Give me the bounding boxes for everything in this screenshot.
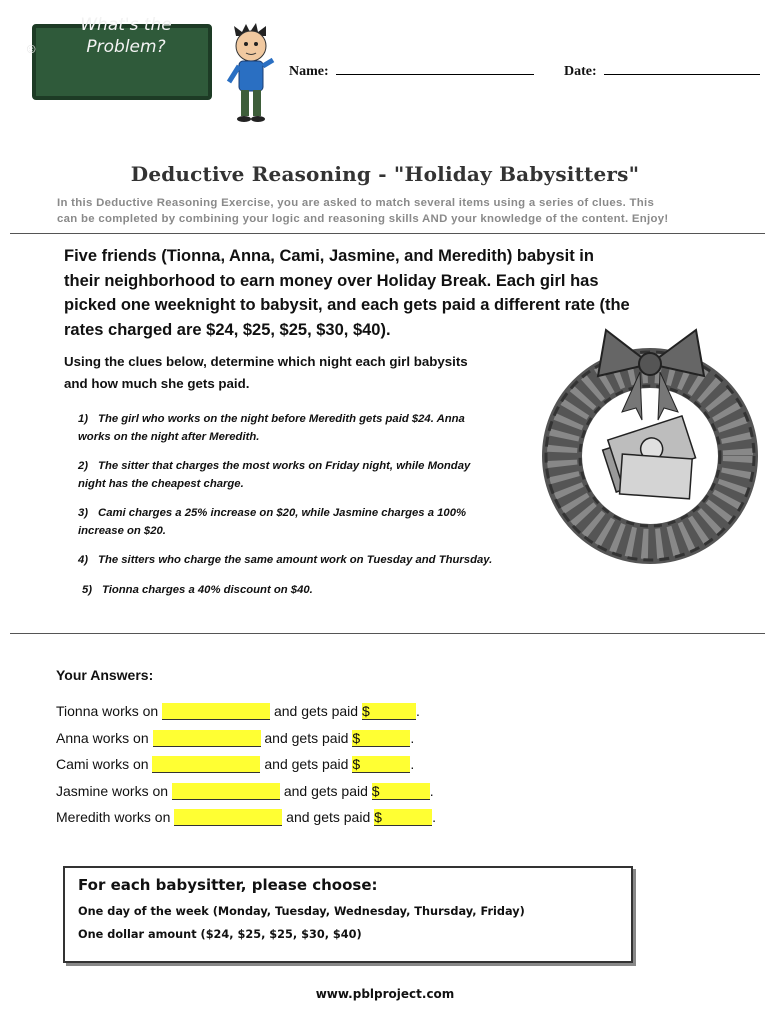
logo-text-line2: Problem? — [86, 37, 166, 57]
name-label: Name: — [289, 64, 329, 79]
dollar-sign: $ — [374, 809, 382, 825]
chalk-doodle-icon: ☺ — [24, 40, 39, 56]
paragraph-line: picked one weeknight to babysit, and each gets paid a different rate (the — [64, 296, 630, 314]
clue-text: The sitter that charges the most works on Friday night, while Monday — [98, 460, 471, 472]
intro-text — [57, 195, 717, 227]
clue-text: night has the cheapest charge. — [78, 478, 244, 490]
amount-answer-blank[interactable] — [362, 703, 416, 720]
answer-mid-text: and gets paid — [264, 756, 349, 772]
answer-mid-text: and gets paid — [283, 783, 368, 799]
holiday-wreath-illustration — [536, 316, 764, 588]
name-field[interactable] — [289, 62, 534, 80]
answer-period: . — [415, 703, 420, 719]
clue-text: increase on $20. — [78, 525, 166, 537]
dollar-sign: $ — [361, 703, 370, 719]
divider — [10, 233, 765, 234]
amount-answer-blank[interactable] — [372, 783, 430, 800]
answer-row — [56, 783, 434, 800]
intro-line: In this Deductive Reasoning Exercise, you are asked to match several items using a series of clues. This — [57, 197, 655, 209]
answer-name: Anna works on — [56, 730, 149, 746]
day-answer-blank[interactable] — [174, 809, 282, 826]
day-answer-blank[interactable] — [172, 783, 280, 800]
answers-heading: Your Answers: — [56, 667, 154, 683]
clue-number: 1) — [78, 413, 89, 425]
amount-answer-blank[interactable] — [374, 809, 432, 826]
dollar-sign: $ — [371, 783, 380, 799]
cartoon-student-illustration — [226, 22, 278, 126]
answer-row — [56, 730, 414, 747]
choose-amount-line: One dollar amount ($24, $25, $25, $30, $40) — [78, 928, 362, 941]
logo-text — [78, 14, 174, 58]
answer-row — [56, 809, 436, 826]
instructions-line: Using the clues below, determine which night each girl babysits — [64, 354, 468, 369]
answer-period: . — [432, 809, 437, 825]
clue-number: 4) — [78, 554, 89, 566]
answer-row — [56, 756, 414, 773]
instructions-line: and how much she gets paid. — [64, 376, 250, 391]
paragraph-line: Five friends (Tionna, Anna, Cami, Jasmine, and Meredith) babysit in — [64, 247, 594, 265]
day-answer-blank[interactable] — [152, 756, 260, 773]
clue-number: 2) — [78, 460, 89, 472]
answer-name: Tionna works on — [56, 703, 159, 719]
choose-day-line: One day of the week (Monday, Tuesday, Wednesday, Thursday, Friday) — [78, 905, 525, 918]
date-label: Date: — [564, 64, 597, 79]
answer-mid-text: and gets paid — [273, 703, 359, 719]
choose-title: For each babysitter, please choose: — [78, 876, 378, 894]
footer-website[interactable]: www.pblproject.com — [315, 987, 455, 1001]
date-line[interactable] — [604, 62, 760, 75]
logo-text-line1: What's the — [80, 15, 172, 35]
paragraph-line: rates charged are $24, $25, $25, $30, $40). — [64, 320, 391, 339]
clue-number: 3) — [78, 507, 89, 519]
worksheet-title: Deductive Reasoning - "Holiday Babysitters" — [130, 162, 640, 186]
divider — [10, 633, 765, 634]
answer-name: Jasmine works on — [56, 783, 169, 799]
clue-item — [78, 504, 466, 540]
clue-text: The sitters who charge the same amount work on Tuesday and Thursday. — [98, 554, 493, 566]
amount-answer-blank[interactable] — [352, 730, 410, 747]
intro-line: can be completed by combining your logic and reasoning skills AND your knowledge of the content. Enjoy! — [57, 213, 669, 225]
day-answer-blank[interactable] — [162, 703, 270, 720]
clue-text: The girl who works on the night before Meredith gets paid $24. Anna — [98, 413, 465, 425]
clue-item — [78, 410, 465, 446]
answer-period: . — [429, 783, 434, 799]
answer-period: . — [410, 730, 415, 746]
answer-row — [56, 703, 420, 720]
answer-period: . — [410, 756, 415, 772]
clue-item — [82, 581, 313, 599]
clue-item — [78, 551, 492, 569]
clue-item — [78, 457, 470, 493]
paragraph-line: their neighborhood to earn money over Holiday Break. Each girl has — [64, 271, 599, 290]
clue-text: Cami charges a 25% increase on $20, while Jasmine charges a 100% — [98, 507, 467, 519]
name-line[interactable] — [336, 62, 534, 75]
clue-text: Tionna charges a 40% discount on $40. — [102, 584, 313, 596]
clue-number: 5) — [82, 584, 93, 596]
clue-text: works on the night after Meredith. — [78, 431, 260, 443]
answer-mid-text: and gets paid — [264, 730, 349, 746]
answer-name: Cami works on — [56, 756, 149, 772]
amount-answer-blank[interactable] — [352, 756, 410, 773]
answer-mid-text: and gets paid — [286, 809, 371, 825]
instructions — [64, 351, 544, 395]
date-field[interactable] — [564, 62, 760, 80]
dollar-sign: $ — [352, 756, 361, 772]
day-answer-blank[interactable] — [153, 730, 261, 747]
dollar-sign: $ — [352, 730, 361, 746]
answer-name: Meredith works on — [56, 809, 171, 825]
